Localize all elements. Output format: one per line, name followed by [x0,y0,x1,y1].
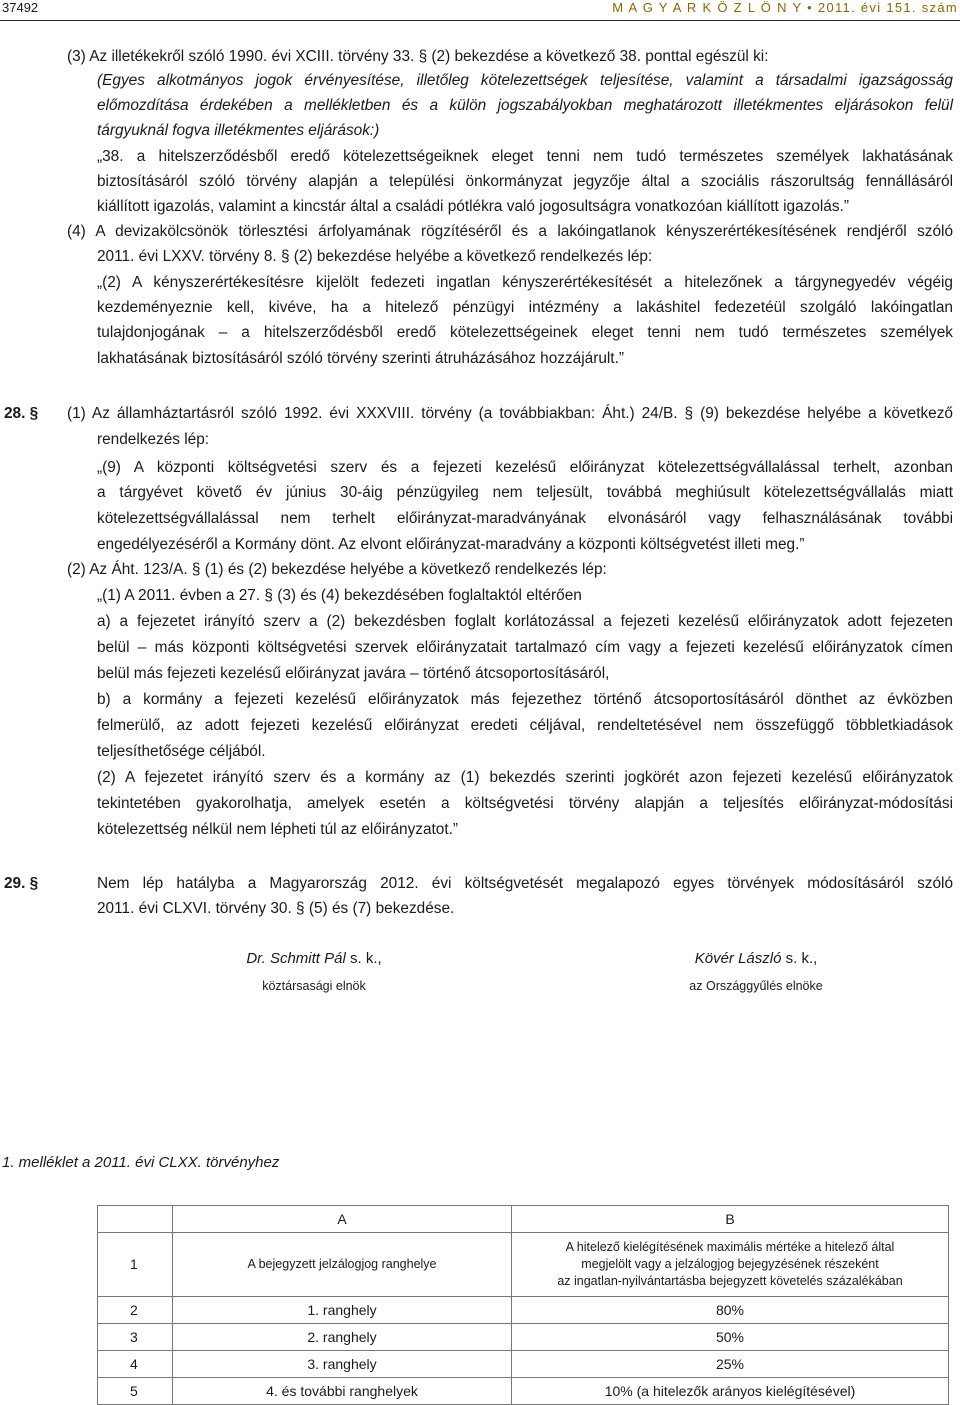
signatory-name: Kövér László [694,950,782,967]
text-line: engedélyezéséről a Kormány dönt. Az elvont előirányzat-maradvány a központi költségvetést illeti meg.” [97,536,805,553]
table-letter-row [98,1206,949,1233]
text-line: 2011. évi CLXVI. törvény 30. § (5) és (7) bekezdése. [97,900,455,917]
table-corner-cell [98,1206,173,1233]
annex-table [97,1205,949,1405]
text-line: tárgyuknál fogva illetékmentes eljárások:) [97,122,380,139]
text-line: belül – más központi költségvetési szervek előirányzatait tartalmazó cím vagy a fejezeti kezelésű előirányzatok címen [97,639,953,656]
text-line: (2) A fejezetet irányító szerv és a kormány az (1) bekezdés szerinti jogkörét azon fejezeti kezelésű előirányzatok [97,769,953,786]
table-header-b [512,1233,949,1297]
journal-title: M A G Y A R K Ö Z L Ö N Y • 2011. évi 151. szám [612,0,958,15]
table-col-letter-a: A [173,1206,512,1233]
table-header-b-line: az ingatlan-nyilvántartásba bejegyzett követelés százalékában [557,1274,903,1288]
table-cell-percent: 10% (a hitelezők arányos kielégítésével) [512,1378,949,1405]
header-rule [0,20,960,21]
table-row-number: 2 [98,1297,173,1324]
signatory-name: Dr. Schmitt Pál [246,950,346,967]
table-row [98,1378,949,1405]
table-header-row [98,1233,949,1297]
text-line: a tárgyévet követő év június 30-áig pénzügyileg nem teljesült, továbbá meghiúsult kötelezettségvállalás miatt [97,484,953,501]
text-line: belül más fejezeti kezelésű előirányzat javára – történő átcsoportosításáról, [97,665,610,682]
text-line: b) a kormány a fejezeti kezelésű előirányzatok más fejezethez történő átcsoportosításáról dönthet az évközben [97,691,953,708]
table-header-a: A bejegyzett jelzálogjog ranghelye [173,1233,512,1297]
text-line: Nem lép hatályba a Magyarország 2012. évi költségvetését megalapozó egyes törvények módosításáról szóló [97,875,953,892]
table-cell-rank: 3. ranghely [173,1351,512,1378]
signatory-name-line [636,949,876,969]
table-col-letter-b: B [512,1206,949,1233]
text-line: (1) Az államháztartásról szóló 1992. évi XXXVIII. törvény (a továbbiakban: Áht.) 24/B. § (9) bekezdése helyébe a következő [67,405,953,422]
signatory-suffix: s. k., [345,950,382,967]
text-line: biztosításáról szóló törvény alapján a települési önkormányzat jegyzője által a szociális rászorultság fennállásáról [97,173,953,190]
table-row [98,1351,949,1378]
text-line: (2) Az Áht. 123/A. § (1) és (2) bekezdése helyébe a következő rendelkezés lép: [67,561,607,578]
text-line: lakhatásának biztosításáról szóló törvény szerinti átruházásához hozzájárult.” [97,350,624,367]
signatory-name-line [214,949,414,969]
table-cell-rank: 1. ranghely [173,1297,512,1324]
table-cell-percent: 25% [512,1351,949,1378]
section-number: 28. § [4,405,39,422]
text-line: rendelkezés lép: [97,431,210,448]
text-line: „(9) A központi költségvetési szerv és a fejezeti kezelésű előirányzat kötelezettségvállalással terhelt, azonban [97,459,953,476]
text-line: „38. a hitelszerződésből eredő kötelezettségeiknek eleget tenni nem tudó természetes személyek lakhatásának [97,148,953,165]
table-header-b-line: megjelölt vagy a jelzálogjog bejegyzésének részeként [581,1257,879,1271]
signatory-role: köztársasági elnök [262,979,366,993]
text-line: (4) A devizakölcsönök törlesztési árfolyamának rögzítéséről és a lakóingatlanok kényszerértékesítésének rendjéről szóló [67,223,953,240]
table-row-number: 4 [98,1351,173,1378]
text-line: kötelezettség nélkül nem lépheti túl az előirányzatot.” [97,821,459,838]
text-line: tekintetében gyakorolhatja, amelyek esetén a költségvetési törvény alapján a teljesítés előirányzat-módosítási [97,795,953,812]
text-line: előmozdítása érdekében a mellékletben és a külön jogszabályokban meghatározott illetékmentes eljárásokon felül [97,97,953,114]
page-header [0,0,960,22]
signatory-suffix: s. k., [781,950,818,967]
text-line: kötelezettségvállalással nem terhelt előirányzat-maradványának elvonásáról vagy felhasználásának további [97,510,953,527]
text-line: felmerülő, az adott fejezeti kezelésű előirányzat eredeti céljával, rendeltetésével nem összefüggő többletkiadások [97,717,953,734]
annex-title: 1. melléklet a 2011. évi CLXX. törvényhez [2,1154,280,1171]
text-line: a) a fejezetet irányító szerv a (2) bekezdésben foglalt korlátozással a fejezeti kezelésű előirányzatok adott fejezeten [97,613,953,630]
table-cell-percent: 50% [512,1324,949,1351]
text-line: 2011. évi LXXV. törvény 8. § (2) bekezdése helyébe a következő rendelkezés lép: [97,248,653,265]
page-number: 37492 [2,0,39,15]
section-number: 29. § [4,875,39,892]
table-cell-rank: 4. és további ranghelyek [173,1378,512,1405]
text-line: tulajdonjogának – a hitelszerződésből eredő kötelezettségeinek eleget tenni nem tudó természetes személyek [97,324,953,341]
table-row [98,1324,949,1351]
table-row-number: 5 [98,1378,173,1405]
table-row-number: 3 [98,1324,173,1351]
text-line: kezdeményeznie kell, kivéve, ha a hitelező pénzügyi intézmény a lakáshitel fedezetéül szolgáló lakóingatlan [97,299,953,316]
table-header-b-line: A hitelező kielégítésének maximális mértéke a hitelező által [565,1240,895,1254]
signatory-role: az Országgyűlés elnöke [689,979,823,993]
text-line: (Egyes alkotmányos jogok érvényesítése, illetőleg kötelezettségek teljesítése, valamint a társadalmi igazságosság [97,72,953,89]
table-row-number: 1 [98,1233,173,1297]
table-row [98,1297,949,1324]
signature-block [636,949,876,995]
table-cell-percent: 80% [512,1297,949,1324]
text-line: „(1) A 2011. évben a 27. § (3) és (4) bekezdésében foglaltaktól eltérően [97,587,582,604]
text-line: „(2) A kényszerértékesítésre kijelölt fedezeti ingatlan kényszerértékesítését a hitelezőnek a tárgynegyedév végéig [97,274,953,291]
text-line: (3) Az illetékekről szóló 1990. évi XCIII. törvény 33. § (2) bekezdése a következő 38. ponttal egészül ki: [67,48,769,65]
table-cell-rank: 2. ranghely [173,1324,512,1351]
signature-block [214,949,414,995]
text-line: teljesíthetősége céljából. [97,743,266,760]
text-line: kiállított igazolás, valamint a kincstár által a családi pótlékra való jogosultságra vonatkozóan kiállított igazolás.” [97,198,849,215]
